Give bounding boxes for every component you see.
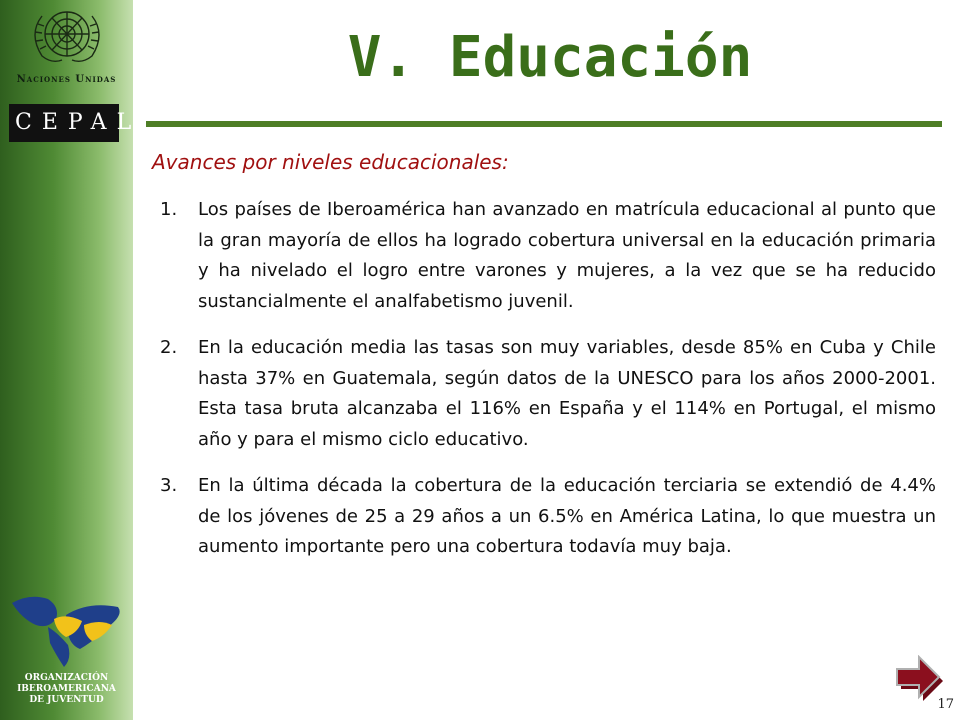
oij-name: [0, 673, 133, 706]
sidebar: [0, 0, 142, 720]
list-item: [160, 471, 936, 563]
page-number: 17: [937, 697, 954, 712]
un-name: Naciones Unidas: [16, 74, 117, 85]
oij-name-line-3: DE JUVENTUD: [29, 695, 104, 705]
un-emblem-icon: [22, 4, 112, 70]
list-item-number: 1.: [160, 199, 178, 220]
list-item: [160, 195, 936, 317]
oij-name-line-1: ORGANIZACIÓN: [24, 673, 109, 683]
list-item: [160, 333, 936, 455]
oij-map-icon: [8, 585, 126, 669]
slide-subtitle: Avances por niveles educacionales:: [152, 150, 509, 174]
oij-name-line-2: IBEROAMERICANA: [17, 684, 116, 694]
cepal-logo: CEPAL: [9, 104, 119, 142]
list-item-number: 3.: [160, 475, 178, 496]
list-item-text: En la educación media las tasas son muy variables, desde 85% en Cuba y Chile hasta 37% en Guatemala, según datos de la UNESCO para los años 2000-2001. Esta tasa bruta alcanzaba el 116% en España y el 114% en Portugal, el mismo año y para el mismo ciclo educativo.: [198, 337, 936, 450]
list-item-number: 2.: [160, 337, 178, 358]
list-item-text: En la última década la cobertura de la educación terciaria se extendió de 4.4% de los jóvenes de 25 a 29 años a un 6.5% en América Latina, lo que muestra un aumento importante pero una cobertura todavía muy baja.: [198, 475, 936, 557]
education-list: [160, 195, 936, 563]
title-divider: [146, 121, 942, 127]
slide-title: V. Educación: [347, 25, 753, 90]
next-arrow-icon[interactable]: [893, 655, 945, 703]
list-item-text: Los países de Iberoamérica han avanzado en matrícula educacional al punto que la gran mayoría de ellos ha logrado cobertura universal en la educación primaria y ha nivelado el logro entre varones y mujeres, a la vez que se ha reducido sustancialmente el analfabetismo juvenil.: [198, 199, 936, 312]
